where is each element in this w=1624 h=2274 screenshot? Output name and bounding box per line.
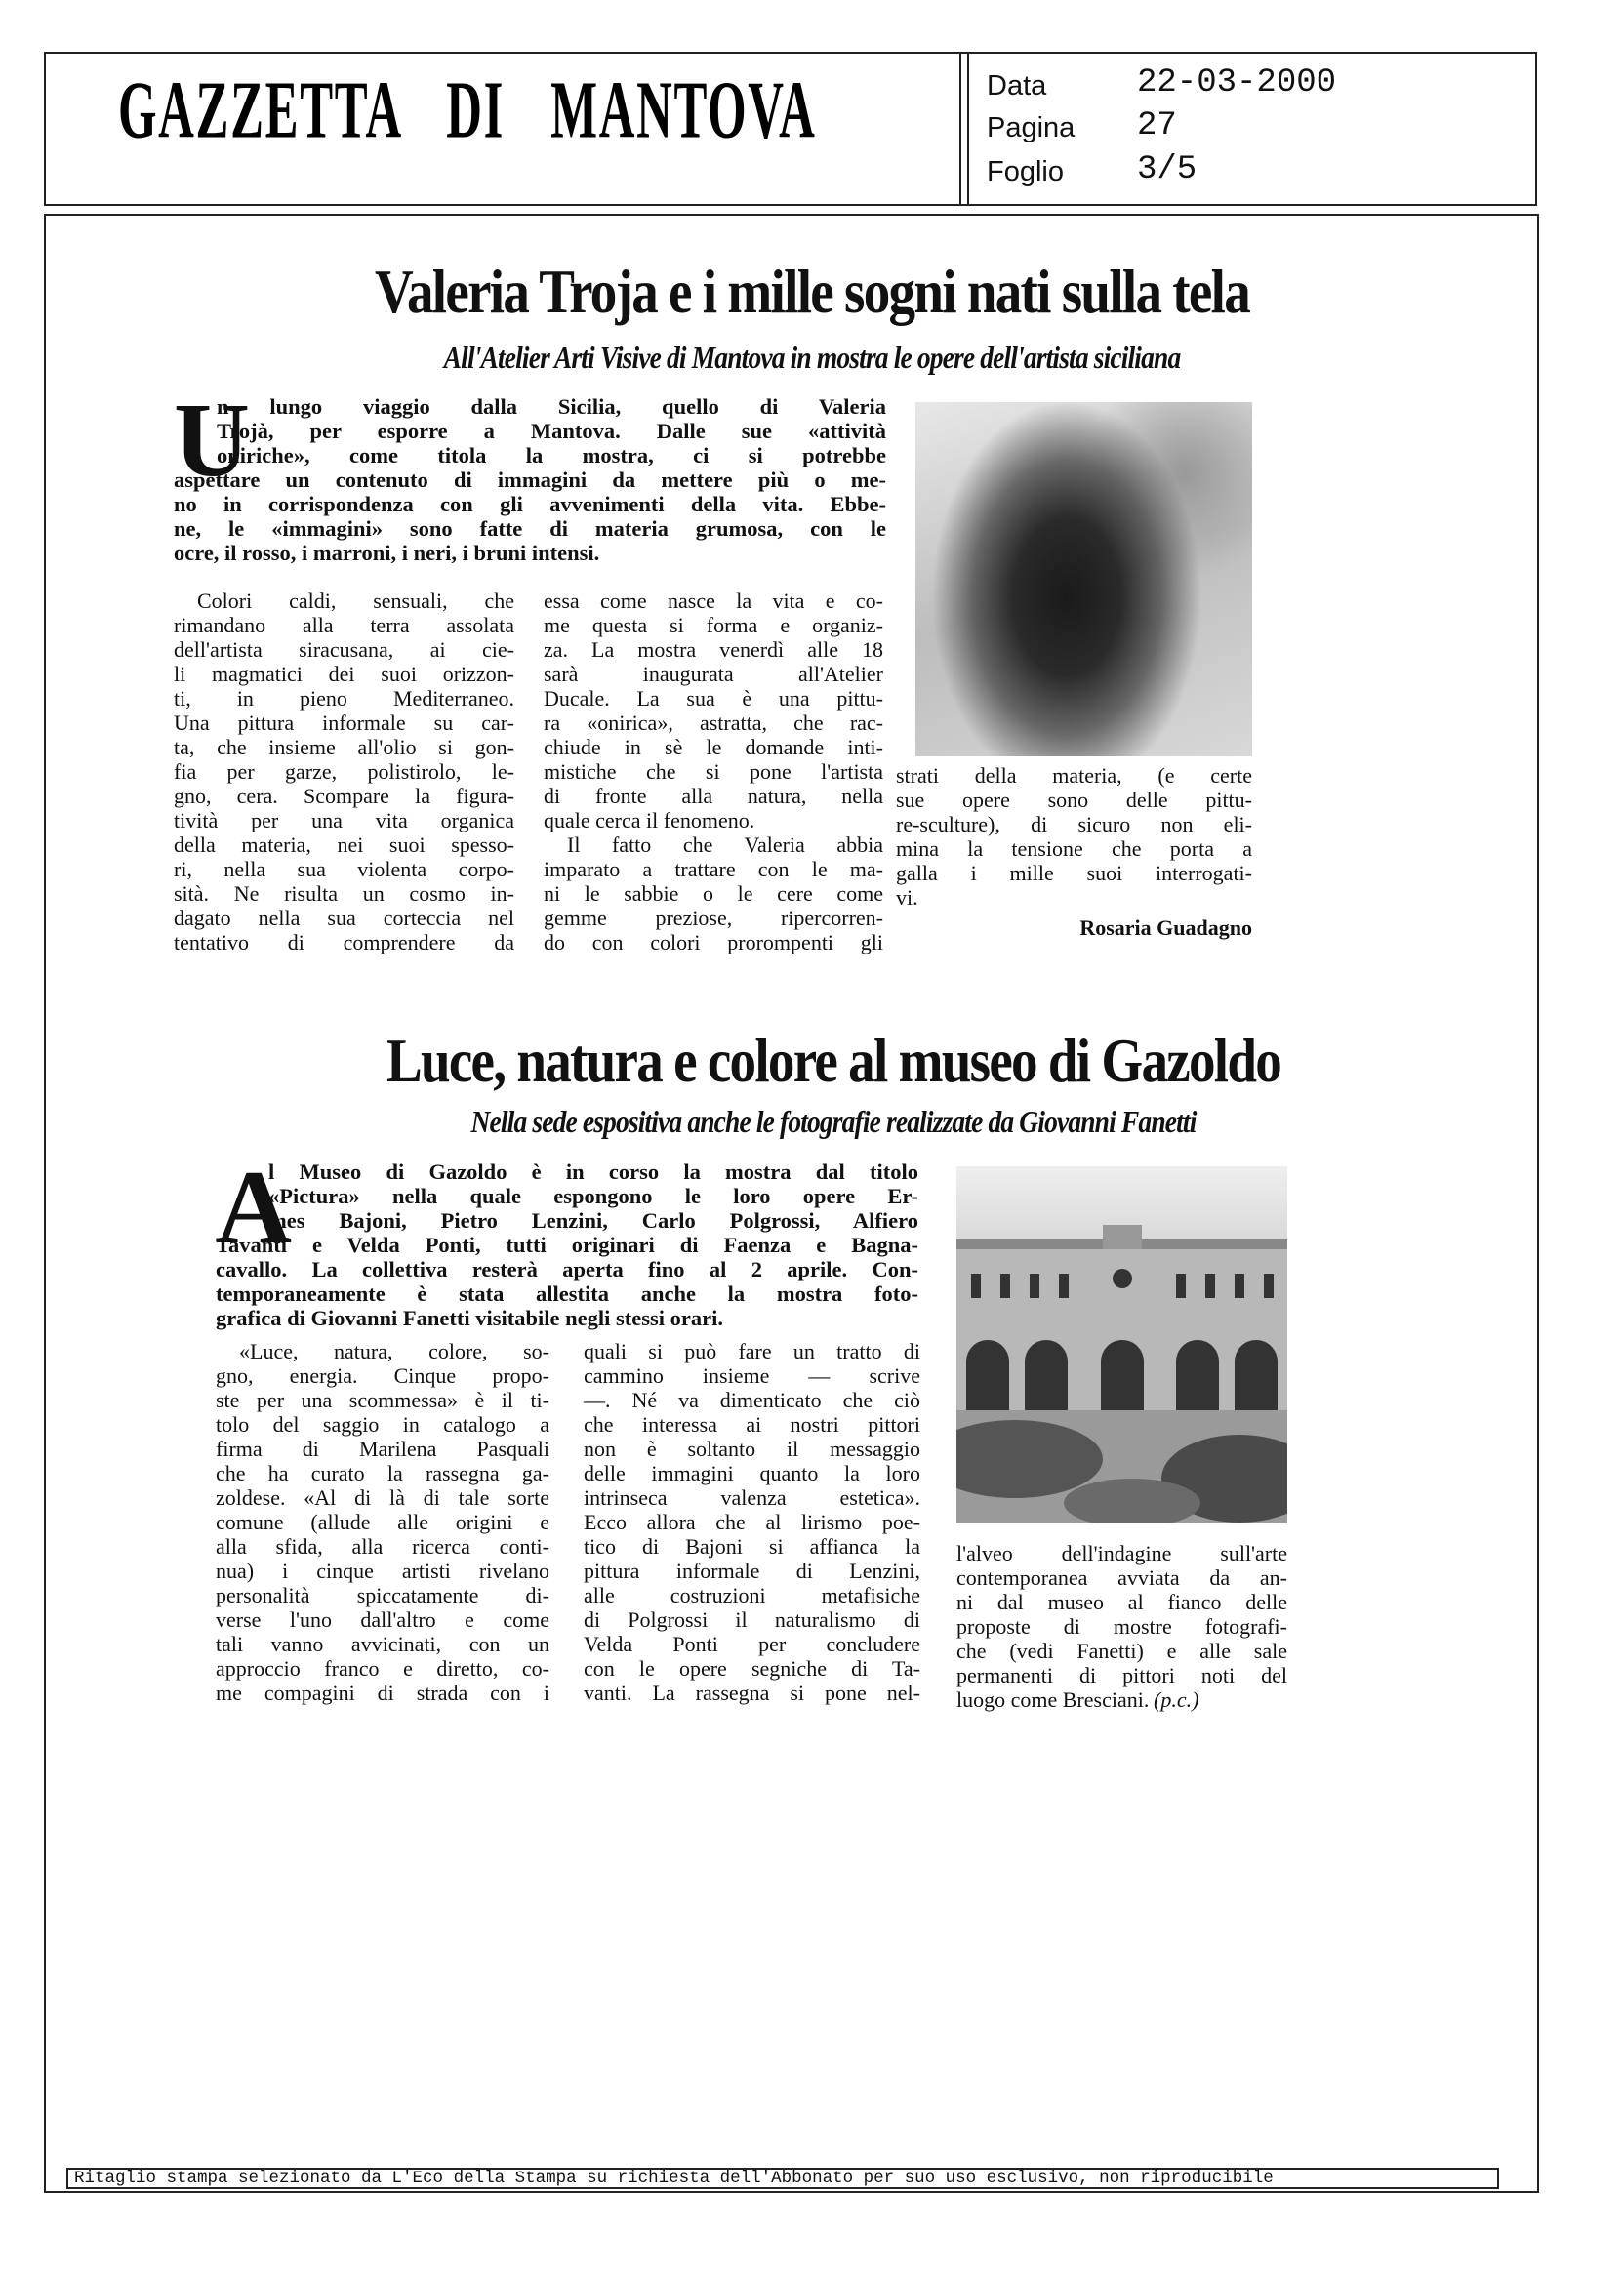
text-line: me questa si forma e organiz- bbox=[544, 613, 883, 637]
text-line: di fronte alla natura, nella bbox=[544, 784, 883, 808]
text-line: Ducale. La sua è una pittu- bbox=[544, 686, 883, 711]
text-line: che ha curato la rassegna ga- bbox=[216, 1461, 549, 1485]
text-line: di Polgrossi il naturalismo di bbox=[584, 1607, 920, 1632]
text-line: sarà inaugurata all'Atelier bbox=[544, 662, 883, 686]
text-line: ni le sabbie o le cere come bbox=[544, 881, 883, 906]
text-line: ti, in pieno Mediterraneo. bbox=[174, 686, 514, 711]
text-line: permanenti di pittori noti del bbox=[956, 1663, 1287, 1687]
text-line: Una pittura informale su car- bbox=[174, 711, 514, 735]
text-line: mistiche che si pone l'artista bbox=[544, 759, 883, 784]
sheet-value: 3/5 bbox=[1137, 151, 1198, 188]
masthead-divider bbox=[967, 52, 969, 206]
text-line: approccio franco e diretto, co- bbox=[216, 1656, 549, 1681]
text-line: vi. bbox=[896, 885, 918, 910]
article1-column-2 bbox=[544, 589, 883, 954]
text-line: imparato a trattare con le ma- bbox=[544, 857, 883, 881]
article2-lead bbox=[216, 1150, 918, 1330]
text-line: Tavanti e Velda Ponti, tutti originari di Faenza e Bagna- bbox=[216, 1233, 918, 1257]
article1-column-1 bbox=[174, 589, 514, 954]
text-line: essa come nasce la vita e co- bbox=[544, 589, 883, 613]
text-line: con le opere segniche di Ta- bbox=[584, 1656, 920, 1681]
text-line: grafica di Giovanni Fanetti visitabile negli stessi orari. bbox=[216, 1306, 723, 1330]
text-line: Colori caldi, sensuali, che bbox=[197, 589, 514, 613]
text-line: strati della materia, (e certe bbox=[896, 763, 1252, 788]
text-line: «Pictura» nella quale espongono le loro opere Er- bbox=[268, 1184, 918, 1208]
masthead-divider bbox=[959, 52, 961, 206]
text-line: gno, cera. Scompare la figura- bbox=[174, 784, 514, 808]
text-line: ste per una scommessa» è il ti- bbox=[216, 1388, 549, 1412]
article2-signature: (p.c.) bbox=[1154, 1687, 1199, 1712]
article2-column-1 bbox=[216, 1339, 549, 1705]
text-line: aspettare un contenuto di immagini da mettere più o me- bbox=[174, 467, 886, 492]
article2-dropcap: A bbox=[216, 1150, 292, 1266]
text-line: ri, nella sua violenta corpo- bbox=[174, 857, 514, 881]
text-line: sue opere sono delle pittu- bbox=[896, 788, 1252, 812]
text-line: personalità spiccatamente di- bbox=[216, 1583, 549, 1607]
text-line: chiude in sè le domande inti- bbox=[544, 735, 883, 759]
text-line: dell'artista siracusana, ai cie- bbox=[174, 637, 514, 662]
text-line: do con colori prorompenti gli bbox=[544, 930, 883, 954]
text-line: contemporanea avviata da an- bbox=[956, 1565, 1287, 1590]
article1-title: Valeria Troja e i mille sogni nati sulla tela bbox=[375, 257, 1249, 326]
text-line: firma di Marilena Pasquali bbox=[216, 1437, 549, 1461]
text-line: zoldese. «Al di là di tale sorte bbox=[216, 1485, 549, 1510]
article1-dropcap: U bbox=[174, 383, 250, 499]
text-line: cavallo. La collettiva resterà aperta fino al 2 aprile. Con- bbox=[216, 1257, 918, 1281]
text-line: mes Bajoni, Pietro Lenzini, Carlo Polgrossi, Alfiero bbox=[268, 1208, 918, 1233]
text-line: me compagini di strada con i bbox=[216, 1681, 549, 1705]
text-line: alla sfida, alla ricerca conti- bbox=[216, 1534, 549, 1559]
copyright-notice: Ritaglio stampa selezionato da L'Eco della Stampa su richiesta dell'Abbonato per suo uso esclusivo, non riproducibile bbox=[66, 2168, 1499, 2189]
text-line: temporaneamente è stata allestita anche la mostra foto- bbox=[216, 1281, 918, 1306]
newspaper-logo: GAZZETTA DI MANTOVA bbox=[118, 65, 817, 156]
text-line: cammino insieme — scrive bbox=[584, 1363, 920, 1388]
text-line: tentativo di comprendere da bbox=[174, 930, 514, 954]
text-line: che interessa ai nostri pittori bbox=[584, 1412, 920, 1437]
page-label: Pagina bbox=[987, 112, 1076, 143]
text-line: Ecco allora che al lirismo poe- bbox=[584, 1510, 920, 1534]
text-line: l'alveo dell'indagine sull'arte bbox=[956, 1541, 1287, 1565]
text-line: pittura informale di Lenzini, bbox=[584, 1559, 920, 1583]
text-line: luogo come Bresciani. bbox=[956, 1687, 1150, 1712]
text-line: comune (allude alle origini e bbox=[216, 1510, 549, 1534]
text-line: gno, energia. Cinque propo- bbox=[216, 1363, 549, 1388]
text-line: ocre, il rosso, i marroni, i neri, i bruni intensi. bbox=[174, 541, 600, 565]
text-line: mina la tensione che porta a bbox=[896, 836, 1252, 861]
text-line: ra «onirica», astratta, che rac- bbox=[544, 711, 883, 735]
text-line: Trojà, per esporre a Mantova. Dalle sue «attività bbox=[217, 419, 886, 443]
text-line: alle costruzioni metafisiche bbox=[584, 1583, 920, 1607]
artwork-photo bbox=[915, 402, 1252, 756]
text-line: no in corrispondenza con gli avvenimenti della vita. Ebbe- bbox=[174, 492, 886, 516]
article1-byline: Rosaria Guadagno bbox=[1079, 915, 1252, 940]
text-line: l Museo di Gazoldo è in corso la mostra dal titolo bbox=[268, 1159, 918, 1184]
text-line: Velda Ponti per concludere bbox=[584, 1632, 920, 1656]
text-line: dagato nella sua corteccia nel bbox=[174, 906, 514, 930]
text-line: tico di Bajoni si affianca la bbox=[584, 1534, 920, 1559]
text-line: non è soltanto il messaggio bbox=[584, 1437, 920, 1461]
sheet-label: Foglio bbox=[987, 156, 1064, 187]
text-line: tività per una vita organica bbox=[174, 808, 514, 832]
text-line: intrinseca valenza estetica». bbox=[584, 1485, 920, 1510]
museum-building-illustration bbox=[956, 1166, 1287, 1523]
text-line: vanti. La rassegna si pone nel- bbox=[584, 1681, 920, 1705]
text-line: «Luce, natura, colore, so- bbox=[239, 1339, 549, 1363]
article1-lead bbox=[174, 383, 886, 565]
text-line: ta, che insieme all'olio si gon- bbox=[174, 735, 514, 759]
date-label: Data bbox=[987, 70, 1047, 102]
text-line: —. Né va dimenticato che ciò bbox=[584, 1388, 920, 1412]
article2-column-3 bbox=[956, 1541, 1287, 1712]
text-line: delle immagini quanto la loro bbox=[584, 1461, 920, 1485]
text-line: za. La mostra venerdì alle 18 bbox=[544, 637, 883, 662]
text-line: verse l'uno dall'altro e come bbox=[216, 1607, 549, 1632]
text-line: tolo del saggio in catalogo a bbox=[216, 1412, 549, 1437]
text-line: della materia, nei suoi spesso- bbox=[174, 832, 514, 857]
article1-subtitle: All'Atelier Arti Visive di Mantova in mostra le opere dell'artista siciliana bbox=[443, 340, 1181, 375]
text-line: che (vedi Fanetti) e alle sale bbox=[956, 1639, 1287, 1663]
article1-column-3 bbox=[896, 763, 1252, 910]
text-line: sità. Ne risulta un cosmo in- bbox=[174, 881, 514, 906]
text-line: quali si può fare un tratto di bbox=[584, 1339, 920, 1363]
text-line: galla i mille suoi interrogati- bbox=[896, 861, 1252, 885]
text-line: quale cerca il fenomeno. bbox=[544, 808, 755, 832]
text-line: nua) i cinque artisti rivelano bbox=[216, 1559, 549, 1583]
text-line: re-sculture), di sicuro non eli- bbox=[896, 812, 1252, 836]
article2-column-2 bbox=[584, 1339, 920, 1705]
text-line: ni dal museo al fianco delle bbox=[956, 1590, 1287, 1614]
date-value: 22-03-2000 bbox=[1137, 64, 1337, 102]
page-value: 27 bbox=[1137, 107, 1177, 144]
text-line: proposte di mostre fotografi- bbox=[956, 1614, 1287, 1639]
museum-photo bbox=[956, 1166, 1287, 1523]
text-line: tali vanno avvicinati, con un bbox=[216, 1632, 549, 1656]
text-line: n lungo viaggio dalla Sicilia, quello di Valeria bbox=[217, 394, 886, 419]
text-line: oniriche», come titola la mostra, ci si potrebbe bbox=[217, 443, 886, 467]
text-line: rimandano alla terra assolata bbox=[174, 613, 514, 637]
text-line: ne, le «immagini» sono fatte di materia grumosa, con le bbox=[174, 516, 886, 541]
text-line: fia per garze, polistirolo, le- bbox=[174, 759, 514, 784]
article2-subtitle: Nella sede espositiva anche le fotografie realizzate da Giovanni Fanetti bbox=[470, 1104, 1197, 1139]
text-line: li magmatici dei suoi orizzon- bbox=[174, 662, 514, 686]
text-line: Il fatto che Valeria abbia bbox=[567, 832, 883, 857]
article2-title: Luce, natura e colore al museo di Gazoldo bbox=[386, 1026, 1281, 1095]
text-line: gemme preziose, ripercorren- bbox=[544, 906, 883, 930]
